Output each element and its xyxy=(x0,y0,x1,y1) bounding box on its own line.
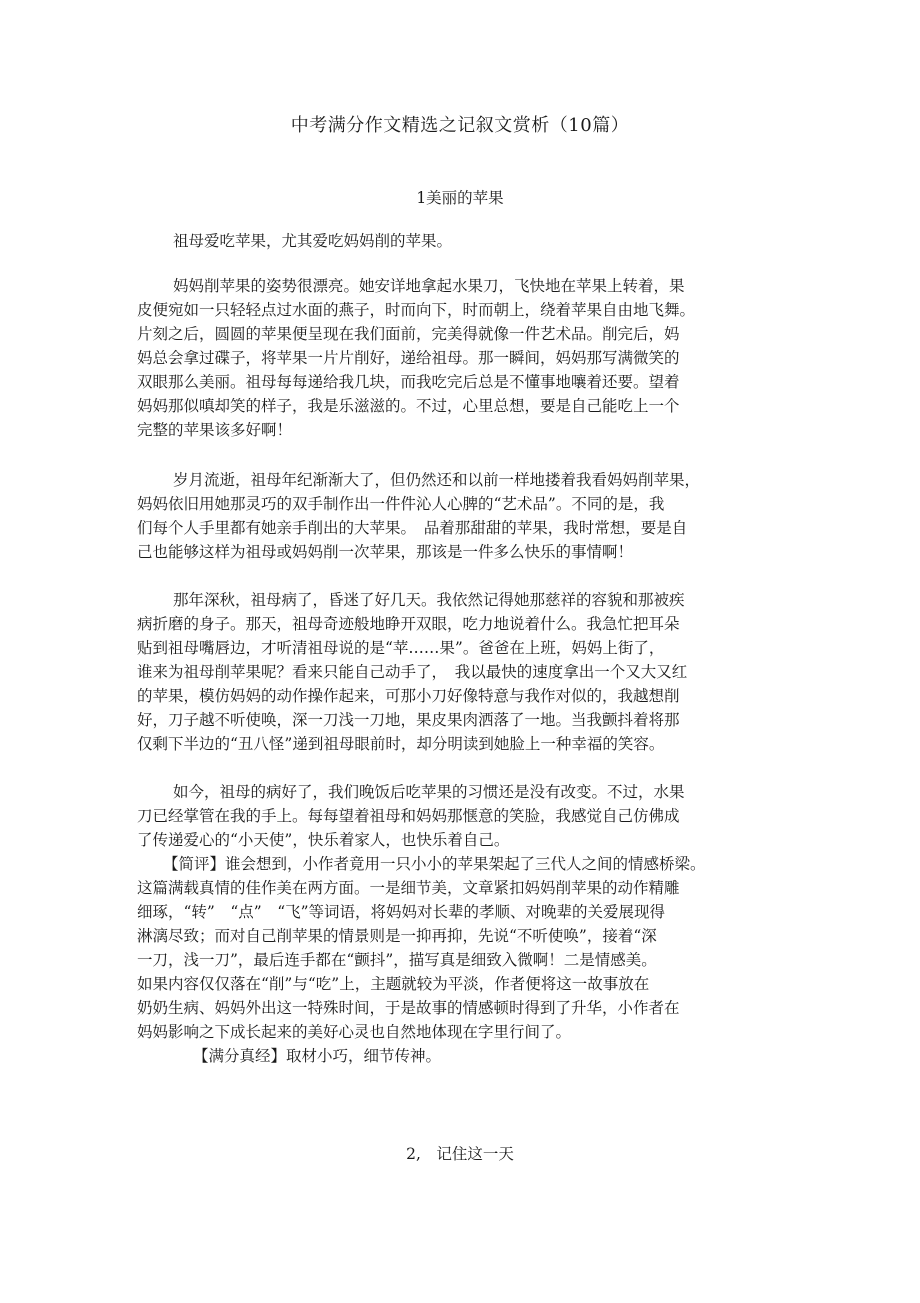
paragraph-line: 仅剩下半边的“丑八怪”递到祖母眼前时，却分明读到她脸上一种幸福的笑容。 xyxy=(137,735,665,753)
comment-line: 如果内容仅仅落在“削”与“吃”上，主题就较为平淡，作者便将这一故事放在 xyxy=(137,975,650,993)
tip-paragraph xyxy=(137,1044,777,1068)
paragraph-line: 妈妈那似嗔却笑的样子，我是乐滋滋的。不过，心里总想，要是自己能吃上一个 xyxy=(137,397,680,415)
paragraph-line: 双眼那么美丽。祖母每每递给我几块，而我吃完后总是不懂事地嚷着还要。望着 xyxy=(137,373,680,391)
paragraph-line: 妈妈削苹果的姿势很漂亮。她安详地拿起水果刀，飞快地在苹果上转着，果 xyxy=(173,277,685,295)
paragraph-line: 妈妈依旧用她那灵巧的双手制作出一件件沁人心脾的“艺术品”。不同的是，我 xyxy=(137,495,665,513)
comment-line: 妈妈影响之下成长起来的美好心灵也自然地体现在字里行间了。 xyxy=(137,1023,572,1041)
tip-line: 【满分真经】取材小巧，细节传神。 xyxy=(193,1047,442,1065)
paragraph-line: 好，刀子越不听使唤，深一刀浅一刀地，果皮果肉洒落了一地。当我颤抖着将那 xyxy=(137,711,680,729)
paragraph-line: 祖母爱吃苹果，尤其爱吃妈妈削的苹果。 xyxy=(173,232,453,250)
paragraph-line: 们每个人手里都有她亲手削出的大苹果。 品着那甜甜的苹果，我时常想，要是自 xyxy=(137,519,688,537)
paragraph-3 xyxy=(137,468,777,564)
paragraph-line: 如今，祖母的病好了，我们晚饭后吃苹果的习惯还是没有改变。不过，水果 xyxy=(173,783,685,801)
comment-line: 【简评】谁会想到，小作者竟用一只小小的苹果架起了三代人之间的情感桥梁。 xyxy=(163,855,706,873)
paragraph-line: 完整的苹果该多好啊！ xyxy=(137,421,293,439)
paragraph-1 xyxy=(137,229,777,253)
section-1-heading: 1美丽的苹果 xyxy=(416,189,504,207)
paragraph-line: 的苹果，模仿妈妈的动作操作起来，可那小刀好像特意与我作对似的，我越想削 xyxy=(137,687,680,705)
comment-line: 淋漓尽致；而对自己削苹果的情景则是一抑再抑，先说“不听使唤”，接着“深 xyxy=(137,927,657,945)
paragraph-line: 岁月流逝，祖母年纪渐渐大了，但仍然还和以前一样地搂着我看妈妈削苹果， xyxy=(173,471,701,489)
paragraph-line: 己也能够这样为祖母或妈妈削一次苹果，那该是一件多么快乐的事情啊！ xyxy=(137,543,634,561)
comment-line: 细琢，“转” “点” “飞”等词语，将妈妈对长辈的孝顺、对晚辈的关爱展现得 xyxy=(137,903,666,921)
comment-paragraph xyxy=(137,852,787,1044)
paragraph-2 xyxy=(137,274,777,442)
paragraph-line: 妈总会拿过碟子，将苹果一片片削好，递给祖母。那一瞬间，妈妈那写满微笑的 xyxy=(137,349,680,367)
paragraph-line: 刀已经掌管在我的手上。每每望着祖母和妈妈那惬意的笑脸，我感觉自己仿佛成 xyxy=(137,807,680,825)
comment-line: 这篇满载真情的佳作美在两方面。一是细节美，文章紧扣妈妈削苹果的动作精雕 xyxy=(137,879,680,897)
section-2-heading: 2, 记住这一天 xyxy=(406,1145,514,1163)
paragraph-line: 谁来为祖母削苹果呢？看来只能自己动手了， 我以最快的速度拿出一个又大又红 xyxy=(137,663,688,681)
page-title: 中考满分作文精选之记叙文赏析（10篇） xyxy=(290,115,630,136)
paragraph-line: 皮便宛如一只轻轻点过水面的燕子，时而向下，时而朝上，绕着苹果自由地飞舞。 xyxy=(137,301,696,319)
comment-line: 奶奶生病、妈妈外出这一特殊时间，于是故事的情感顿时得到了升华，小作者在 xyxy=(137,999,680,1017)
paragraph-line: 了传递爱心的“小天使”，快乐着家人，也快乐着自己。 xyxy=(137,831,510,849)
paragraph-line: 病折磨的身子。那天，祖母奇迹般地睁开双眼，吃力地说着什么。我急忙把耳朵 xyxy=(137,615,680,633)
paragraph-line: 片刻之后，圆圆的苹果便呈现在我们面前，完美得就像一件艺术品。削完后，妈 xyxy=(137,325,680,343)
paragraph-line: 贴到祖母嘴唇边，才听清祖母说的是“苹……果”。爸爸在上班，妈妈上街了， xyxy=(137,639,665,657)
paragraph-4 xyxy=(137,588,777,756)
paragraph-line: 那年深秋，祖母病了，昏迷了好几天。我依然记得她那慈祥的容貌和那被疾 xyxy=(173,591,685,609)
paragraph-5 xyxy=(137,780,777,852)
comment-line: 一刀，浅一刀”，最后连手都在“颤抖”，描写真是细致入微啊！二是情感美。 xyxy=(137,951,657,969)
